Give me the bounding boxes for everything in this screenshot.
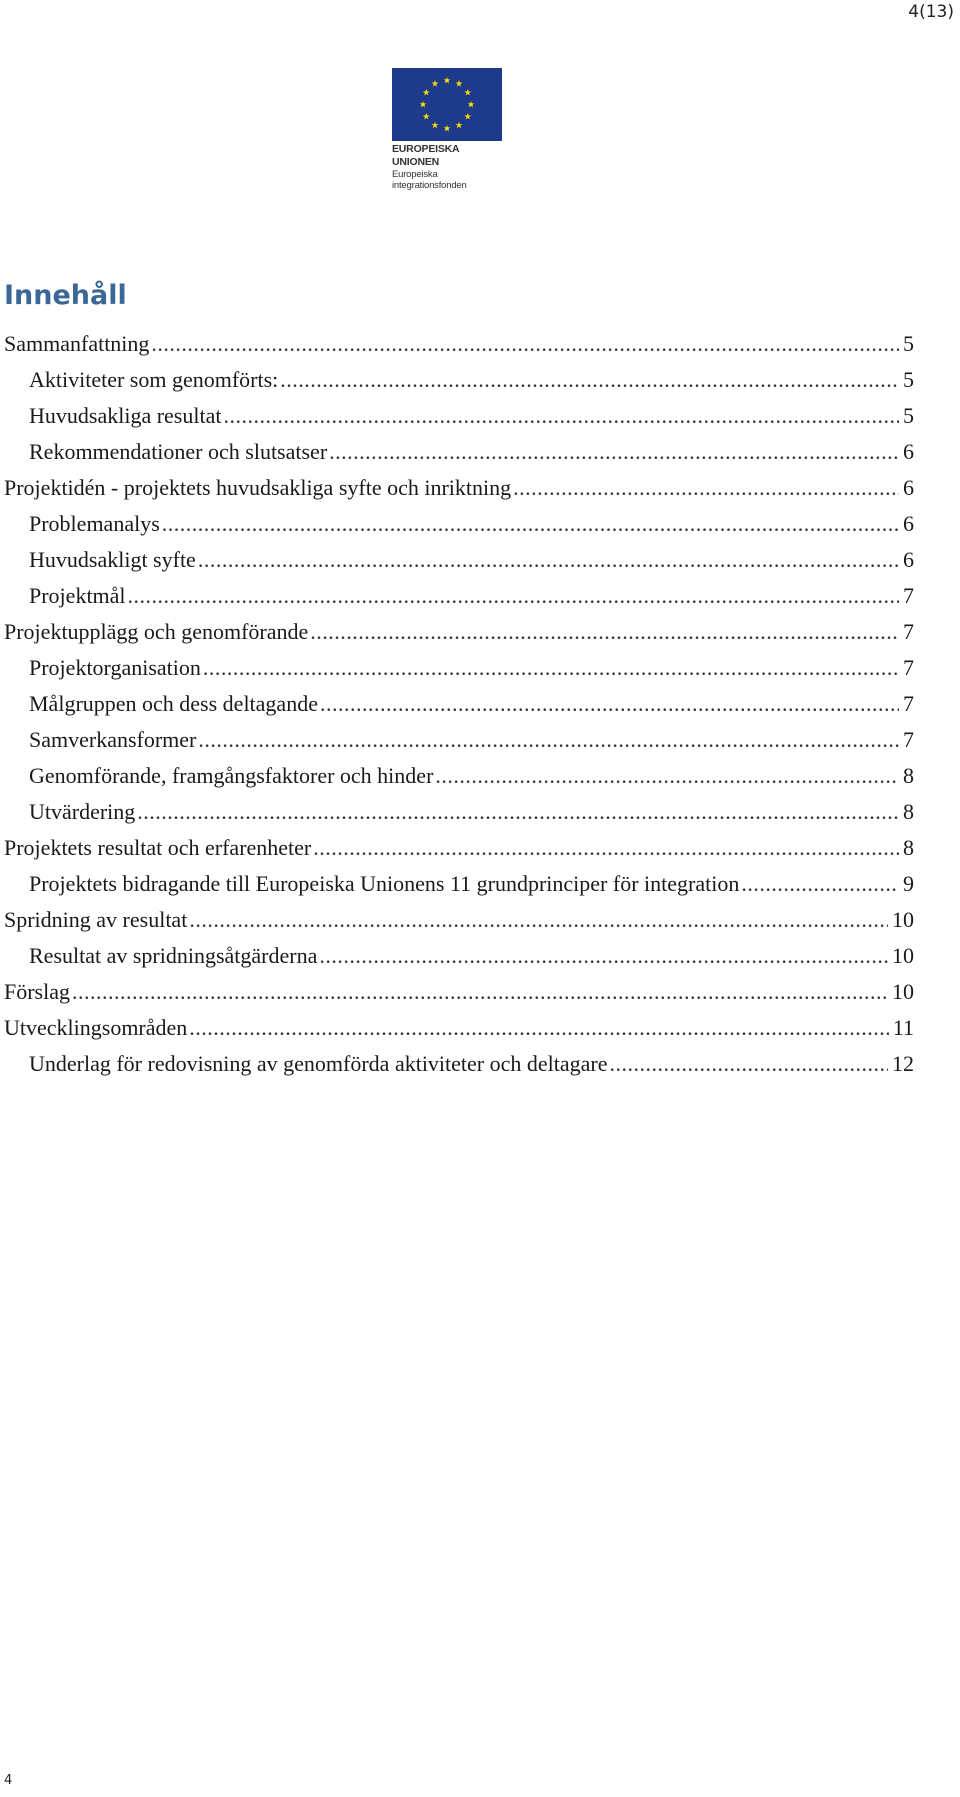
toc-entry-page: 10 <box>892 979 914 1004</box>
eu-logo <box>392 68 504 191</box>
toc-entry[interactable] <box>0 686 914 722</box>
toc-entry-page: 8 <box>903 835 914 860</box>
toc-entry-page: 10 <box>892 907 914 932</box>
toc-entry-page: 7 <box>903 655 914 680</box>
toc-entry-page: 10 <box>892 943 914 968</box>
toc-entry[interactable] <box>0 758 914 794</box>
toc-entry[interactable] <box>0 974 914 1010</box>
toc-entry[interactable] <box>0 938 914 974</box>
table-of-contents <box>0 326 914 1082</box>
toc-dot-leader <box>189 902 888 938</box>
toc-entry-page: 11 <box>892 1015 914 1040</box>
toc-entry-label: Samverkansformer <box>29 727 197 752</box>
toc-dot-leader <box>329 434 899 470</box>
footer-page-number: 4 <box>4 1773 13 1788</box>
toc-entry-label: Genomförande, framgångsfaktorer och hinder <box>29 763 434 788</box>
eu-logo-subcaption: Europeiska integrationsfonden <box>392 169 467 191</box>
toc-dot-leader <box>203 650 899 686</box>
toc-entry-page: 6 <box>903 511 914 536</box>
toc-entry-page: 5 <box>903 403 914 428</box>
toc-dot-leader <box>137 794 899 830</box>
toc-entry-label: Projektorganisation <box>29 655 201 680</box>
toc-entry-page: 7 <box>903 727 914 752</box>
toc-entry[interactable] <box>0 650 914 686</box>
toc-entry-label: Projektets bidragande till Europeiska Unionens 11 grundprinciper för integration <box>29 871 740 896</box>
toc-entry-label: Rekommendationer och slutsatser <box>29 439 328 464</box>
toc-entry[interactable] <box>0 506 914 542</box>
toc-entry-label: Aktiviteter som genomförts: <box>29 367 279 392</box>
toc-dot-leader <box>310 614 899 650</box>
toc-dot-leader <box>313 830 899 866</box>
toc-entry-label: Förslag <box>4 979 70 1004</box>
toc-dot-leader <box>151 326 899 362</box>
toc-dot-leader <box>162 506 899 542</box>
toc-entry[interactable] <box>0 362 914 398</box>
toc-entry-label: Målgruppen och dess deltagande <box>29 691 318 716</box>
toc-entry[interactable] <box>0 1010 914 1046</box>
toc-entry-label: Projektidén - projektets huvudsakliga syfte och inriktning <box>4 475 512 500</box>
toc-entry-label: Spridning av resultat <box>4 907 188 932</box>
toc-dot-leader <box>435 758 899 794</box>
toc-entry[interactable] <box>0 902 914 938</box>
header-page-label: 4(13) <box>908 2 954 22</box>
toc-entry-label: Underlag för redovisning av genomförda aktiviteter och deltagare <box>29 1051 608 1076</box>
toc-entry-label: Huvudsakligt syfte <box>29 547 196 572</box>
toc-entry-page: 6 <box>903 475 914 500</box>
toc-entry[interactable] <box>0 326 914 362</box>
toc-entry[interactable] <box>0 866 914 902</box>
toc-dot-leader <box>198 542 899 578</box>
toc-entry-page: 7 <box>903 691 914 716</box>
toc-dot-leader <box>280 362 899 398</box>
toc-entry-page: 8 <box>903 799 914 824</box>
toc-entry[interactable] <box>0 1046 914 1082</box>
toc-entry-label: Resultat av spridningsåtgärderna <box>29 943 318 968</box>
toc-entry-page: 7 <box>903 583 914 608</box>
toc-entry-label: Problemanalys <box>29 511 160 536</box>
toc-entry-page: 9 <box>903 871 914 896</box>
toc-entry[interactable] <box>0 578 914 614</box>
toc-entry-page: 6 <box>903 439 914 464</box>
toc-dot-leader <box>223 398 899 434</box>
toc-dot-leader <box>189 1010 889 1046</box>
toc-entry-label: Utvecklingsområden <box>4 1015 188 1040</box>
eu-flag-icon <box>392 68 502 141</box>
toc-entry-page: 5 <box>903 331 914 356</box>
toc-dot-leader <box>320 686 899 722</box>
toc-entry-page: 12 <box>892 1051 914 1076</box>
toc-dot-leader <box>513 470 899 506</box>
toc-entry-label: Projektmål <box>29 583 126 608</box>
toc-entry[interactable] <box>0 794 914 830</box>
toc-dot-leader <box>610 1046 889 1082</box>
toc-entry-page: 7 <box>903 619 914 644</box>
toc-dot-leader <box>72 974 888 1010</box>
toc-entry-label: Utvärdering <box>29 799 136 824</box>
toc-entry[interactable] <box>0 542 914 578</box>
toc-entry[interactable] <box>0 434 914 470</box>
toc-dot-leader <box>319 938 888 974</box>
toc-dot-leader <box>741 866 899 902</box>
toc-title: Innehåll <box>4 280 127 311</box>
toc-entry[interactable] <box>0 722 914 758</box>
toc-entry-label: Sammanfattning <box>4 331 150 356</box>
toc-entry[interactable] <box>0 470 914 506</box>
toc-entry-label: Projektets resultat och erfarenheter <box>4 835 312 860</box>
toc-entry[interactable] <box>0 398 914 434</box>
toc-dot-leader <box>128 578 899 614</box>
toc-entry-page: 6 <box>903 547 914 572</box>
toc-entry-page: 8 <box>903 763 914 788</box>
toc-entry-page: 5 <box>903 367 914 392</box>
toc-entry-label: Huvudsakliga resultat <box>29 403 222 428</box>
toc-entry[interactable] <box>0 830 914 866</box>
eu-logo-caption: EUROPEISKA UNIONEN <box>392 143 460 168</box>
toc-entry-label: Projektupplägg och genomförande <box>4 619 309 644</box>
toc-dot-leader <box>198 722 899 758</box>
toc-entry[interactable] <box>0 614 914 650</box>
